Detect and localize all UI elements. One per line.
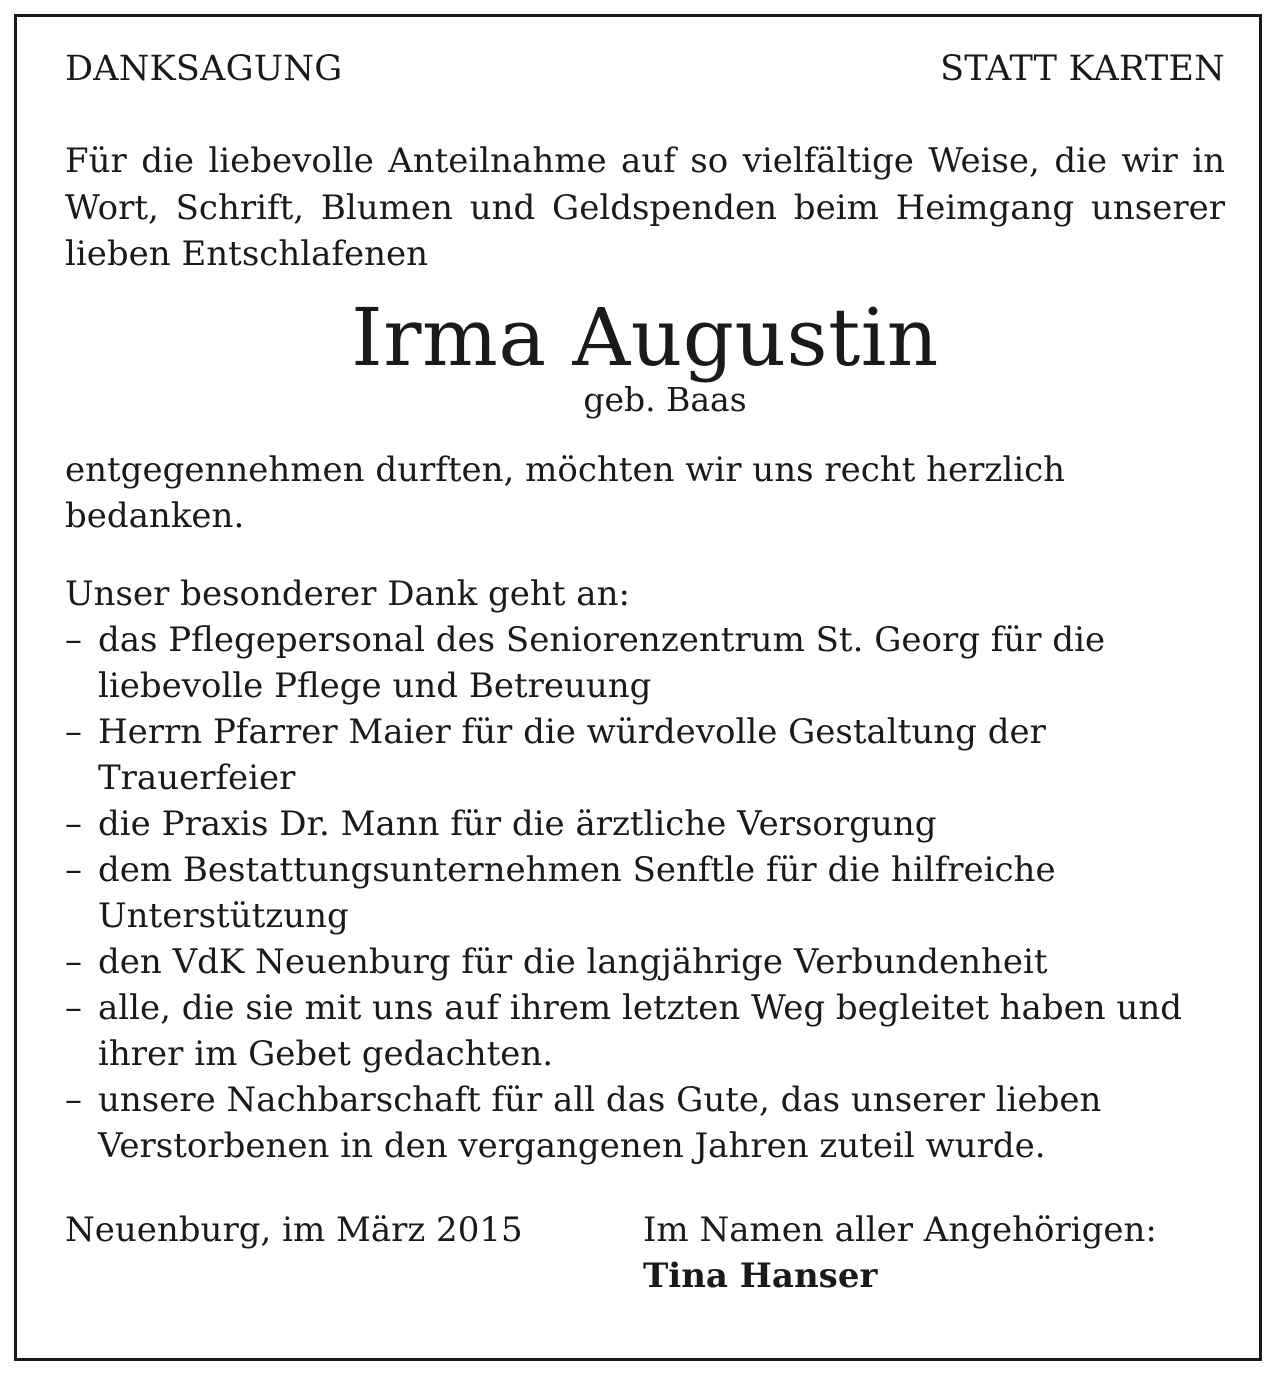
obituary-notice: [65, 47, 1225, 1299]
special-thanks: [65, 571, 1225, 1169]
notice-border: [14, 14, 1262, 1361]
signature-block: [643, 1207, 1157, 1299]
dash-mark: –: [65, 711, 82, 752]
list-item: [65, 801, 1225, 847]
header: [65, 47, 1225, 91]
list-item: [65, 985, 1225, 1077]
list-item-text: Herrn Pfarrer Maier für die würdevolle Gestaltung der Trauerfeier: [98, 711, 1046, 798]
thanks-text: entgegennehmen durften, möchten wir uns recht herzlich bedanken.: [65, 449, 1066, 536]
list-item-text: dem Bestattungsunternehmen Senftle für die hilfreiche Unterstützung: [98, 849, 1056, 936]
place-date: Neuenburg, im März 2015: [65, 1209, 523, 1250]
list-item-text: alle, die sie mit uns auf ihrem letzten Weg begleitet haben und ihrer im Gebet gedachten.: [98, 987, 1182, 1074]
list-item: [65, 1077, 1225, 1169]
intro-text: Für die liebevolle Anteilnahme auf so vielfältige Weise, die wir in Wort, Schrift, Blumen und Geldspenden beim Heimgang unserer lieben Entschlafenen: [65, 141, 1225, 274]
dash-mark: –: [65, 849, 82, 890]
dash-mark: –: [65, 987, 82, 1028]
footer: [65, 1207, 1225, 1299]
list-item: [65, 709, 1225, 801]
list-item-text: das Pflegepersonal des Seniorenzentrum St. Georg für die liebevolle Pflege und Betreuung: [98, 619, 1106, 706]
dash-mark: –: [65, 619, 82, 660]
signer-name: Tina Hanser: [643, 1255, 878, 1296]
thanks-list: [65, 617, 1225, 1169]
header-title: DANKSAGUNG: [65, 49, 343, 89]
maiden-name: geb. Baas: [583, 379, 747, 419]
list-item-text: die Praxis Dr. Mann für die ärztliche Versorgung: [98, 803, 937, 844]
list-item-text: unsere Nachbarschaft für all das Gute, das unserer lieben Verstorbenen in den vergangenen Jahren zuteil wurde.: [98, 1079, 1102, 1166]
dash-mark: –: [65, 1079, 82, 1120]
special-thanks-heading: Unser besonderer Dank geht an:: [65, 573, 630, 614]
on-behalf-label: Im Namen aller Angehörigen:: [643, 1209, 1157, 1250]
header-note: STATT KARTEN: [940, 49, 1225, 89]
deceased-name: Irma Augustin: [351, 290, 939, 384]
list-item: [65, 939, 1225, 985]
dash-mark: –: [65, 803, 82, 844]
dash-mark: –: [65, 941, 82, 982]
list-item-text: den VdK Neuenburg für die langjährige Verbundenheit: [98, 941, 1048, 982]
list-item: [65, 617, 1225, 709]
list-item: [65, 847, 1225, 939]
